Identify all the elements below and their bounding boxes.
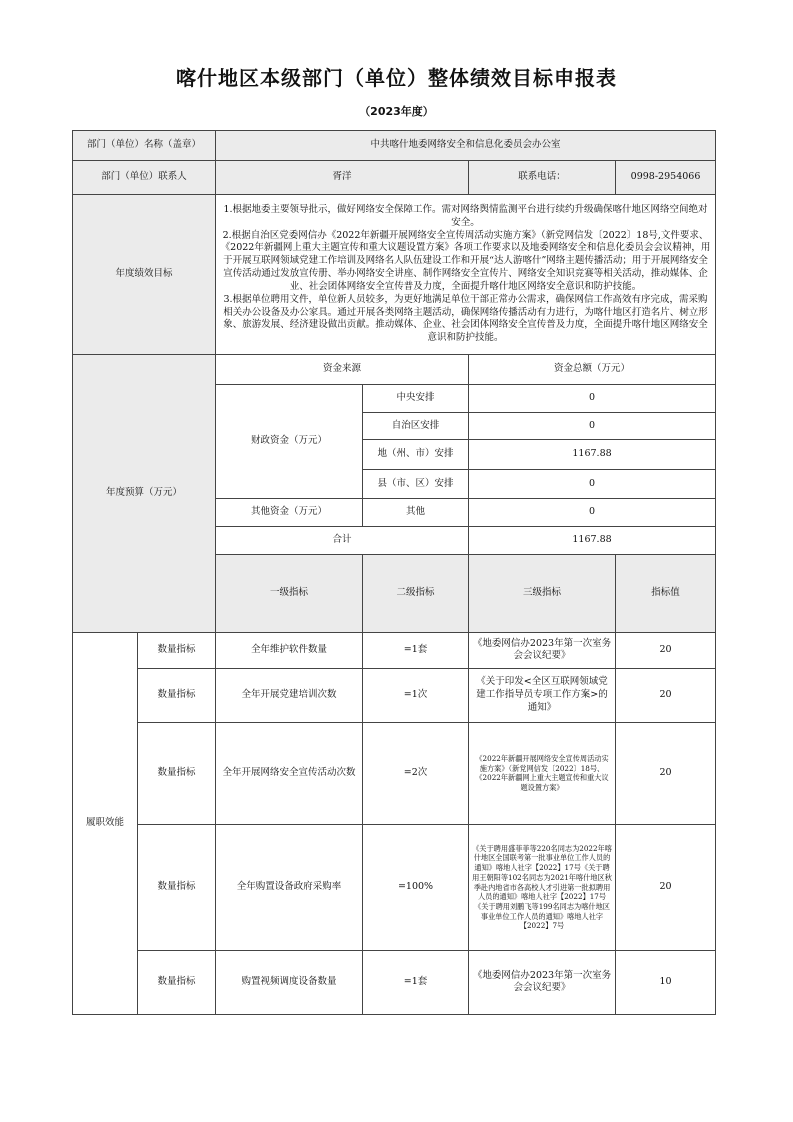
dept-name-value: 中共喀什地委网络安全和信息化委员会办公室	[216, 131, 716, 161]
source-header: 资金来源	[216, 355, 469, 385]
col-header: 指标值	[616, 555, 716, 633]
budget-source-value: 1167.88	[469, 440, 716, 470]
level1-indicator: 履职效能	[73, 632, 138, 1014]
level2-indicator: 数量指标	[138, 722, 216, 824]
fiscal-label: 财政资金（万元）	[216, 385, 363, 499]
indicator-basis: 《地委网信办2023年第一次室务会会议纪要》	[469, 950, 616, 1014]
budget-label: 年度预算（万元）	[73, 355, 216, 633]
indicator-basis: 《关于印发<全区互联网领域党建工作指导员专项工作方案>的通知》	[469, 668, 616, 722]
indicator-row	[73, 632, 716, 668]
indicator-weight: 10	[616, 950, 716, 1014]
other-label: 其他资金（万元）	[216, 499, 363, 527]
contact-label: 部门（单位）联系人	[73, 161, 216, 195]
budget-source-name: 中央安排	[363, 385, 469, 413]
indicator-basis: 《2022年新疆开展网络安全宣传周活动实施方案》（新党网信发〔2022〕18号、《2022年新疆网上重大主题宣传和重大议题设置方案》	[469, 722, 616, 824]
indicator-value: =2次	[363, 722, 469, 824]
col-header: 二级指标	[363, 555, 469, 633]
indicator-weight: 20	[616, 668, 716, 722]
level2-indicator: 数量指标	[138, 632, 216, 668]
col-header: 三级指标	[469, 555, 616, 633]
year-subtitle: （2023年度）	[359, 105, 434, 118]
budget-header-row	[73, 355, 716, 385]
contact-row	[73, 161, 716, 195]
indicator-row	[73, 722, 716, 824]
goal-item: 2.根据自治区党委网信办《2022年新疆开展网络安全宣传周活动实施方案》（新党网信发〔2022〕18号,文件要求、《2022年新疆网上重大主题宣传和重大议题设置方案》各项工作要求以及地委网络安全和信息化委员会会议精神，用于开展互联网领域党建工作培训及网络名人队伍建设工作和开展“达人游喀什”网络主题传播活动；用于开展网络安全宣传活动通过发放宣传册、举办网络安全讲座、制作网络安全宣传片、网络安全知识竞赛等相关活动，推动媒体、企业、社会团体网络安全宣传普及力度，全面提升喀什地区网络安全意识和防护技能。	[220, 229, 711, 292]
sum-value: 1167.88	[469, 527, 716, 555]
other-value: 0	[469, 499, 716, 527]
level3-indicator: 全年开展网络安全宣传活动次数	[216, 722, 363, 824]
budget-source-value: 0	[469, 385, 716, 413]
goal-item: 3.根据单位聘用文件，单位新人员较多，为更好地满足单位干部正常办公需求，确保网信工作高效有序完成，需采购相关办公设备及办公家具。通过开展各类网络主题活动，确保网络传播活动有力进行，为喀什地区打造名片、树立形象、旅游发展、经济建设做出贡献。推动媒体、企业、社会团体网络安全宣传普及力度，全面提升喀什地区网络安全意识和防护技能。	[223, 293, 708, 344]
level3-indicator: 全年开展党建培训次数	[216, 668, 363, 722]
goal-item: 1.根据地委主要领导批示，做好网络安全保障工作。需对网络舆情监测平台进行续约升级确保喀什地区网络空间绝对安全。	[223, 204, 708, 228]
indicator-basis: 《关于聘用盛菲菲等220名同志为2022年喀什地区全国联考第一批事业单位工作人员的通知》喀地人社字【2022】17号《关于聘用王朝阳等102名同志为2021年喀什地区秋季赴内地省市各高校人才引进第一批拟聘用人员的通知》喀地人社字【2022】17号《关于聘用刘鹏飞等199名同志为喀什地区事业单位工作人员的通知》喀地人社字【2022】7号	[469, 824, 616, 950]
indicator-value: =1套	[363, 950, 469, 1014]
phone-label: 联系电话：	[469, 161, 616, 195]
dept-name-label: 部门（单位）名称（盖章）	[73, 131, 216, 161]
sum-label: 合计	[216, 527, 469, 555]
indicator-row	[73, 824, 716, 950]
dept-name-row	[73, 131, 716, 161]
level2-indicator: 数量指标	[138, 668, 216, 722]
col-header: 一级指标	[216, 555, 363, 633]
budget-source-name: 自治区安排	[363, 413, 469, 440]
indicator-basis: 《地委网信办2023年第一次室务会会议纪要》	[469, 632, 616, 668]
budget-source-value: 0	[469, 470, 716, 499]
indicator-row	[73, 950, 716, 1014]
budget-source-name: 县（市、区）安排	[363, 470, 469, 499]
goals-row	[73, 195, 716, 355]
indicator-value: =100%	[363, 824, 469, 950]
indicator-value: =1次	[363, 668, 469, 722]
goals-label: 年度绩效目标	[73, 195, 216, 355]
total-header: 资金总额（万元）	[469, 355, 716, 385]
level3-indicator: 购置视频调度设备数量	[216, 950, 363, 1014]
indicator-weight: 20	[616, 824, 716, 950]
indicator-weight: 20	[616, 722, 716, 824]
page-title: 喀什地区本级部门（单位）整体绩效目标申报表	[176, 66, 617, 90]
budget-source-value: 0	[469, 413, 716, 440]
indicator-row	[73, 668, 716, 722]
level3-indicator: 全年购置设备政府采购率	[216, 824, 363, 950]
level3-indicator: 全年维护软件数量	[216, 632, 363, 668]
contact-value: 胥洋	[216, 161, 469, 195]
level2-indicator: 数量指标	[138, 824, 216, 950]
indicator-weight: 20	[616, 632, 716, 668]
budget-source-name: 地（州、市）安排	[363, 440, 469, 470]
phone-value: 0998-2954066	[616, 161, 716, 195]
performance-goal-form	[72, 130, 716, 1015]
level2-indicator: 数量指标	[138, 950, 216, 1014]
goals-text	[216, 195, 716, 355]
other-name: 其他	[363, 499, 469, 527]
indicator-value: =1套	[363, 632, 469, 668]
